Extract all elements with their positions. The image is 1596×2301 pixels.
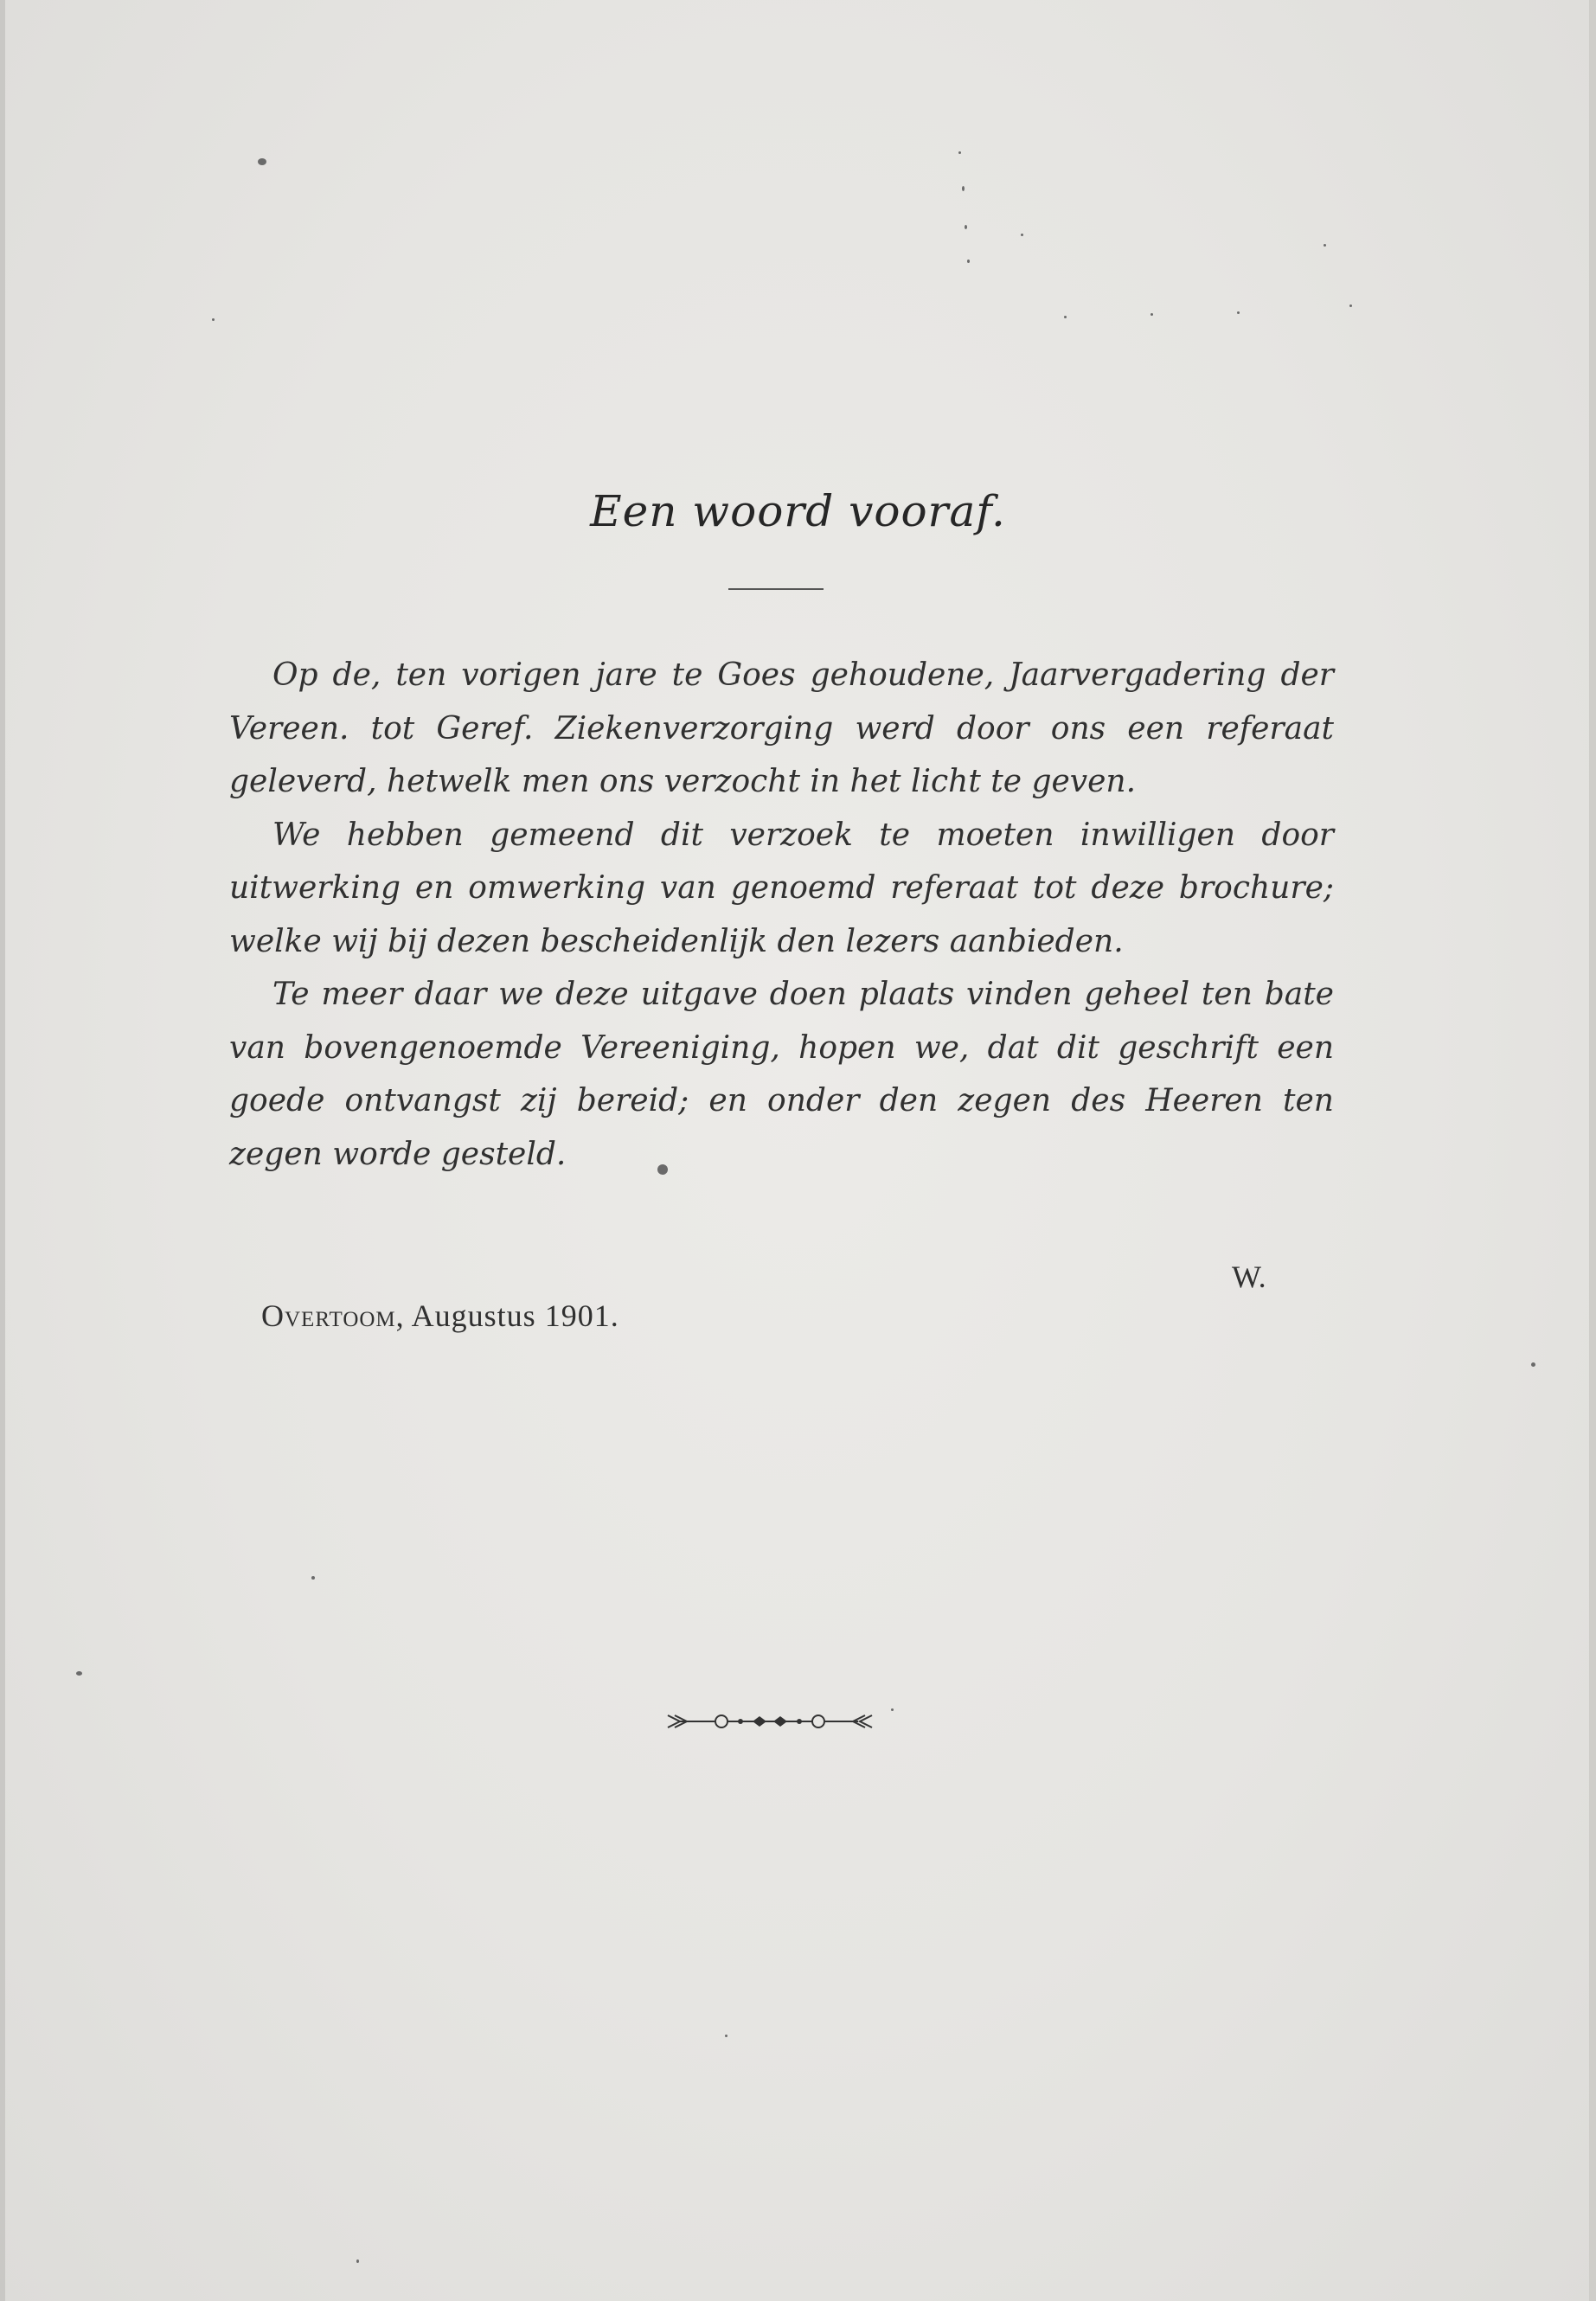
paragraph-2: We hebben gemeend dit verzoek te moeten inwilligen door uitwerking en omwerking van genoemd referaat tot deze brochure; welke wij bij dezen bescheidenlijk den lezers aanbieden.	[229, 817, 1334, 959]
scan-speck	[76, 1671, 82, 1676]
scan-speck	[1064, 316, 1067, 318]
scan-speck	[356, 2259, 359, 2263]
decorative-flourish-icon	[666, 1708, 874, 1734]
scan-speck	[1237, 311, 1240, 314]
scan-speck	[962, 186, 965, 191]
scan-speck	[212, 318, 215, 321]
page-edge-right	[1589, 0, 1596, 2301]
scan-speck	[1021, 234, 1023, 236]
scan-speck	[258, 158, 266, 165]
scan-speck	[1349, 304, 1352, 307]
signature: W.	[1232, 1259, 1266, 1294]
paragraph-3: Te meer daar we deze uitgave doen plaats vinden geheel ten bate van bovengenoemde Vereeniging, hopen we, dat dit geschrift een goede ontvangst zij bereid; en onder den zegen des Heeren ten zegen worde gesteld.	[229, 977, 1334, 1172]
paragraph-1: Op de, ten vorigen jare te Goes gehoudene, Jaarvergadering der Vereen. tot Geref. Ziekenverzorging werd door ons een referaat geleverd, hetwelk men ons verzocht in het licht te geven.	[229, 657, 1334, 799]
scan-speck	[311, 1576, 315, 1580]
scan-speck	[1151, 313, 1153, 316]
dateline-date: Augustus 1901.	[411, 1298, 619, 1333]
dateline	[261, 1298, 619, 1334]
scan-speck	[891, 1708, 894, 1711]
scan-speck	[965, 225, 967, 229]
page-title: Een woord vooraf.	[590, 486, 1006, 536]
page-edge-left	[0, 0, 5, 2301]
scan-speck	[725, 2035, 727, 2037]
scan-speck	[1324, 244, 1326, 247]
scan-speck	[958, 151, 961, 154]
body-text	[229, 649, 1334, 1181]
dateline-place: Overtoom,	[261, 1298, 405, 1333]
scan-speck	[967, 260, 970, 263]
title-divider	[728, 588, 824, 590]
scan-speck	[1531, 1362, 1535, 1367]
